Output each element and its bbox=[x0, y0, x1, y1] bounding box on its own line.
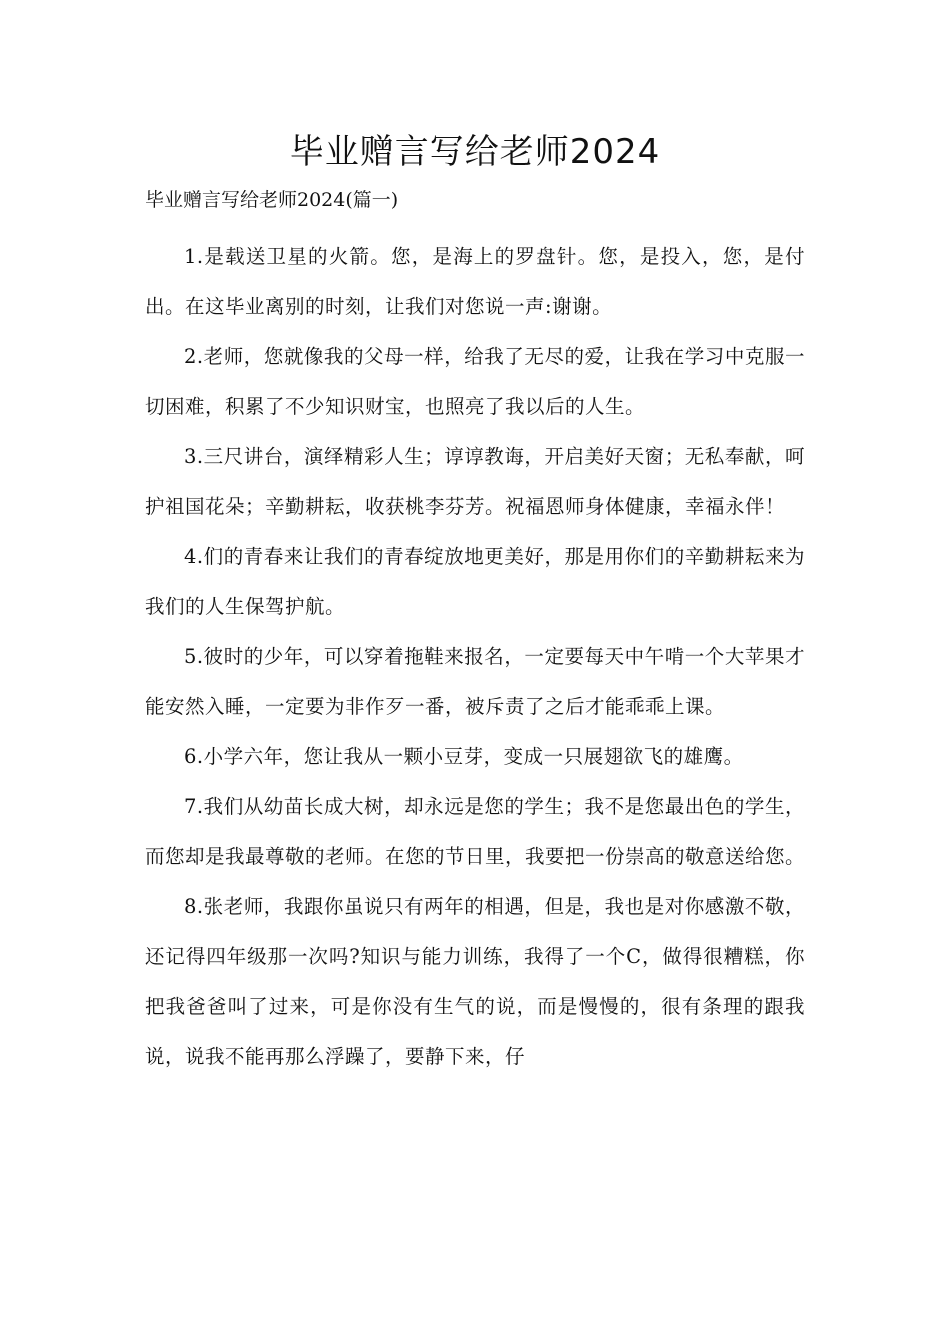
paragraph-5: 5.彼时的少年，可以穿着拖鞋来报名，一定要每天中午啃一个大苹果才能安然入睡，一定要为非作歹一番，被斥责了之后才能乖乖上课。 bbox=[145, 645, 805, 718]
paragraph-8: 8.张老师，我跟你虽说只有两年的相遇，但是，我也是对你感激不敬，还记得四年级那一次吗?知识与能力训练，我得了一个C，做得很糟糕，你把我爸爸叫了过来，可是你没有生气的说，而是慢慢的，很有条理的跟我说，说我不能再那么浮躁了，要静下来，仔 bbox=[145, 895, 805, 1068]
paragraph-6: 6.小学六年，您让我从一颗小豆芽，变成一只展翅欲飞的雄鹰。 bbox=[184, 745, 744, 768]
paragraph-1: 1.是载送卫星的火箭。您，是海上的罗盘针。您，是投入，您，是付出。在这毕业离别的时刻，让我们对您说一声:谢谢。 bbox=[145, 245, 805, 318]
document-body bbox=[145, 232, 805, 1082]
document-title: 毕业赠言写给老师2024 bbox=[289, 132, 661, 172]
paragraph-3: 3.三尺讲台，演绎精彩人生；谆谆教诲，开启美好天窗；无私奉献，呵护祖国花朵；辛勤耕耘，收获桃李芬芳。祝福恩师身体健康，幸福永伴！ bbox=[145, 445, 805, 518]
section-heading: 毕业赠言写给老师2024(篇一) bbox=[145, 189, 399, 211]
paragraph-2: 2.老师，您就像我的父母一样，给我了无尽的爱，让我在学习中克服一切困难，积累了不少知识财宝，也照亮了我以后的人生。 bbox=[145, 345, 805, 418]
paragraph-4: 4.们的青春来让我们的青春绽放地更美好，那是用你们的辛勤耕耘来为我们的人生保驾护航。 bbox=[145, 545, 805, 618]
paragraph-7: 7.我们从幼苗长成大树，却永远是您的学生；我不是您最出色的学生，而您却是我最尊敬的老师。在您的节日里，我要把一份崇高的敬意送给您。 bbox=[145, 795, 806, 868]
